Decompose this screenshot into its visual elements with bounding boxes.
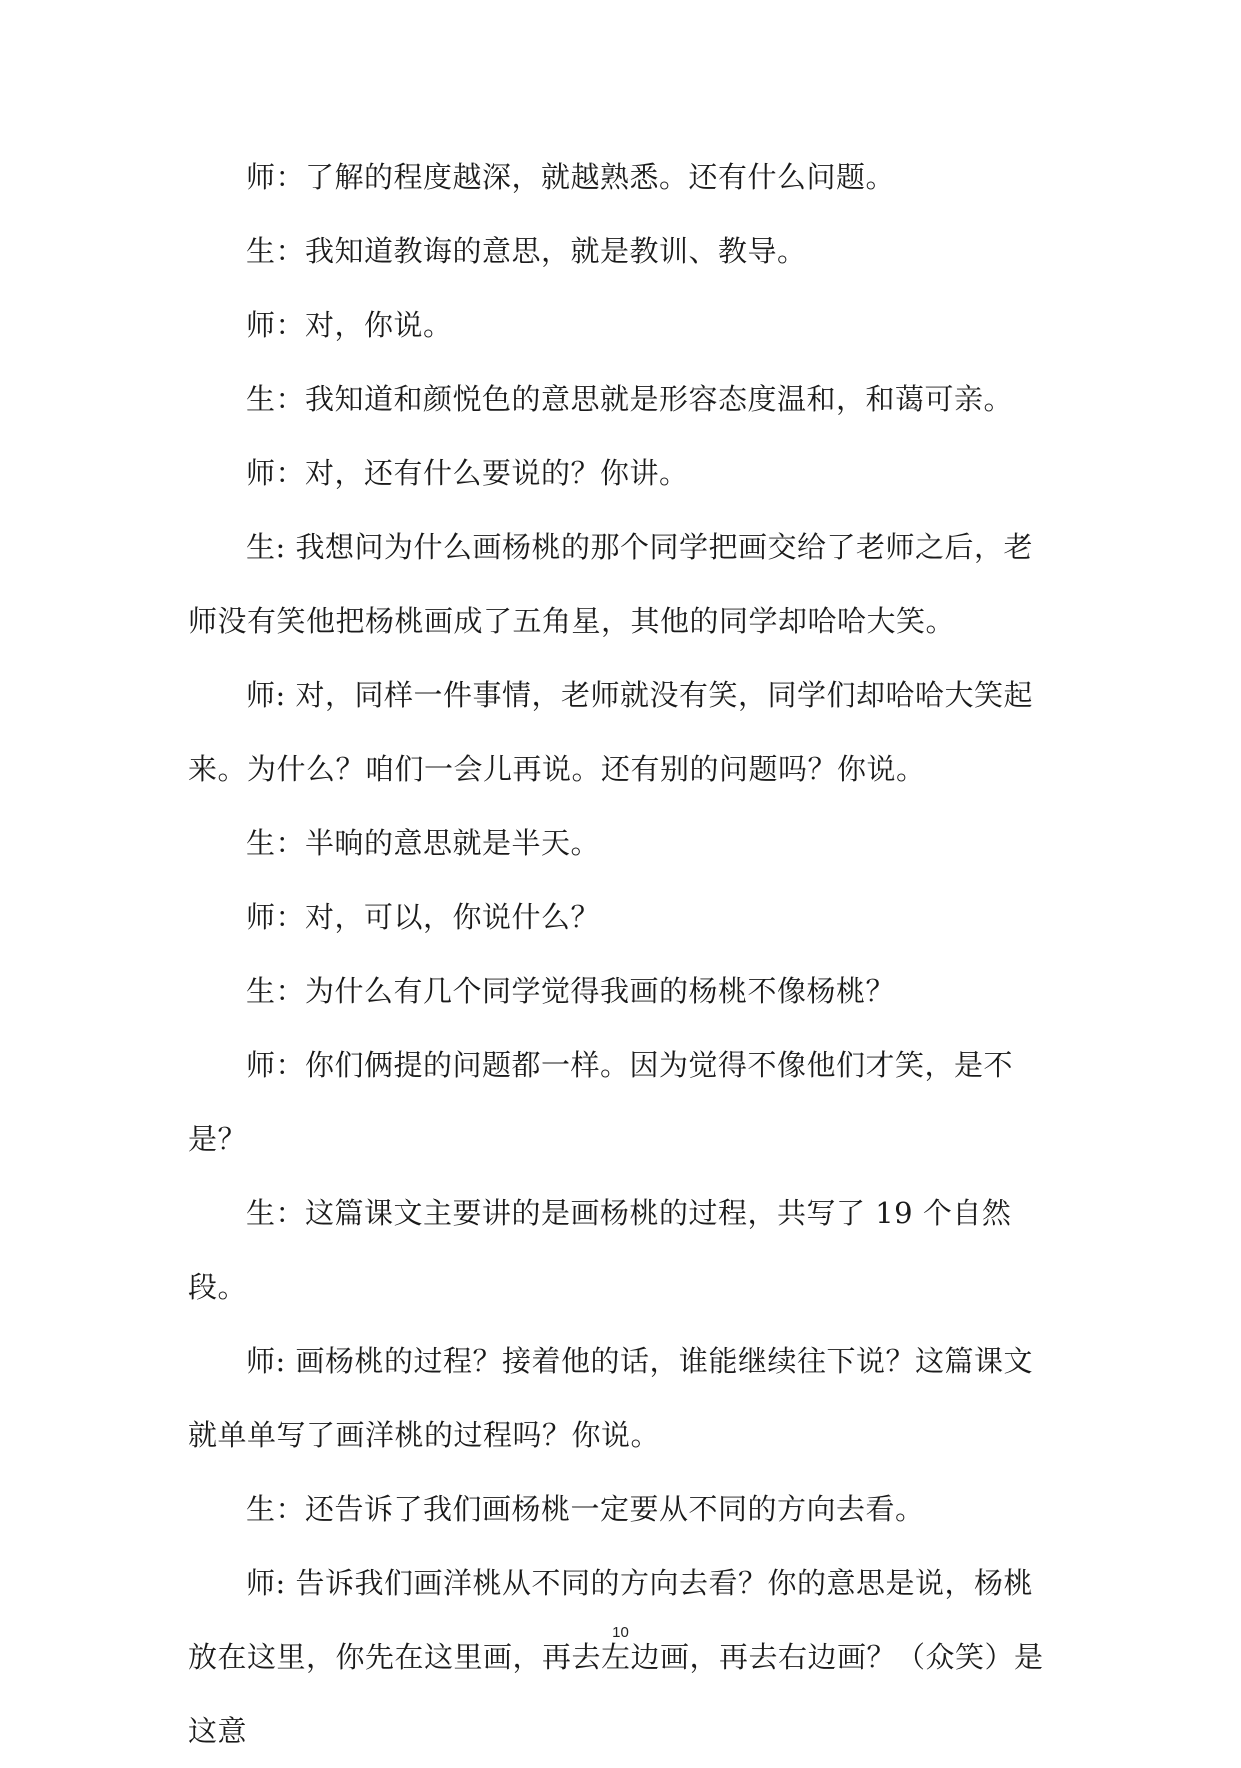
page-number: 10: [612, 1624, 629, 1641]
paragraph: 生：我知道和颜悦色的意思就是形容态度温和，和蔼可亲。: [246, 382, 1014, 416]
paragraph: 师: 告诉我们画洋桃从不同的方向去看？你的意思是说，杨桃放在这里，你先在这里画，再去左边画，再去右边画？（众笑）是这意: [188, 1566, 1044, 1748]
paragraph: 生: 我想问为什么画杨桃的那个同学把画交给了老师之后，老师没有笑他把杨桃画成了五角星，其他的同学却哈哈大笑。: [188, 530, 1033, 638]
paragraph: 师：对，可以，你说什么？: [246, 900, 601, 934]
paragraph: 师: 画杨桃的过程？接着他的话，谁能继续往下说？这篇课文就单单写了画洋桃的过程吗？你说。: [188, 1344, 1033, 1452]
body-text: [188, 140, 1056, 1768]
paragraph: 师：对，还有什么要说的？你讲。: [246, 456, 689, 490]
paragraph: 生：还告诉了我们画杨桃一定要从不同的方向去看。: [246, 1492, 925, 1526]
paragraph: 师：了解的程度越深，就越熟悉。还有什么问题。: [246, 160, 896, 194]
paragraph: 生：这篇课文主要讲的是画杨桃的过程，共写了 19 个自然段。: [188, 1196, 1012, 1304]
paragraph: 师：对，你说。: [246, 308, 453, 342]
paragraph: 生：为什么有几个同学觉得我画的杨桃不像杨桃？: [246, 974, 896, 1008]
paragraph: 师：你们俩提的问题都一样。因为觉得不像他们才笑，是不是？: [188, 1048, 1014, 1156]
paragraph: 生：我知道教诲的意思，就是教训、教导。: [246, 234, 807, 268]
paragraph: 师: 对，同样一件事情，老师就没有笑，同学们却哈哈大笑起来。为什么？咱们一会儿再说。还有别的问题吗？你说。: [188, 678, 1033, 786]
paragraph: 生：半晌的意思就是半天。: [246, 826, 601, 860]
